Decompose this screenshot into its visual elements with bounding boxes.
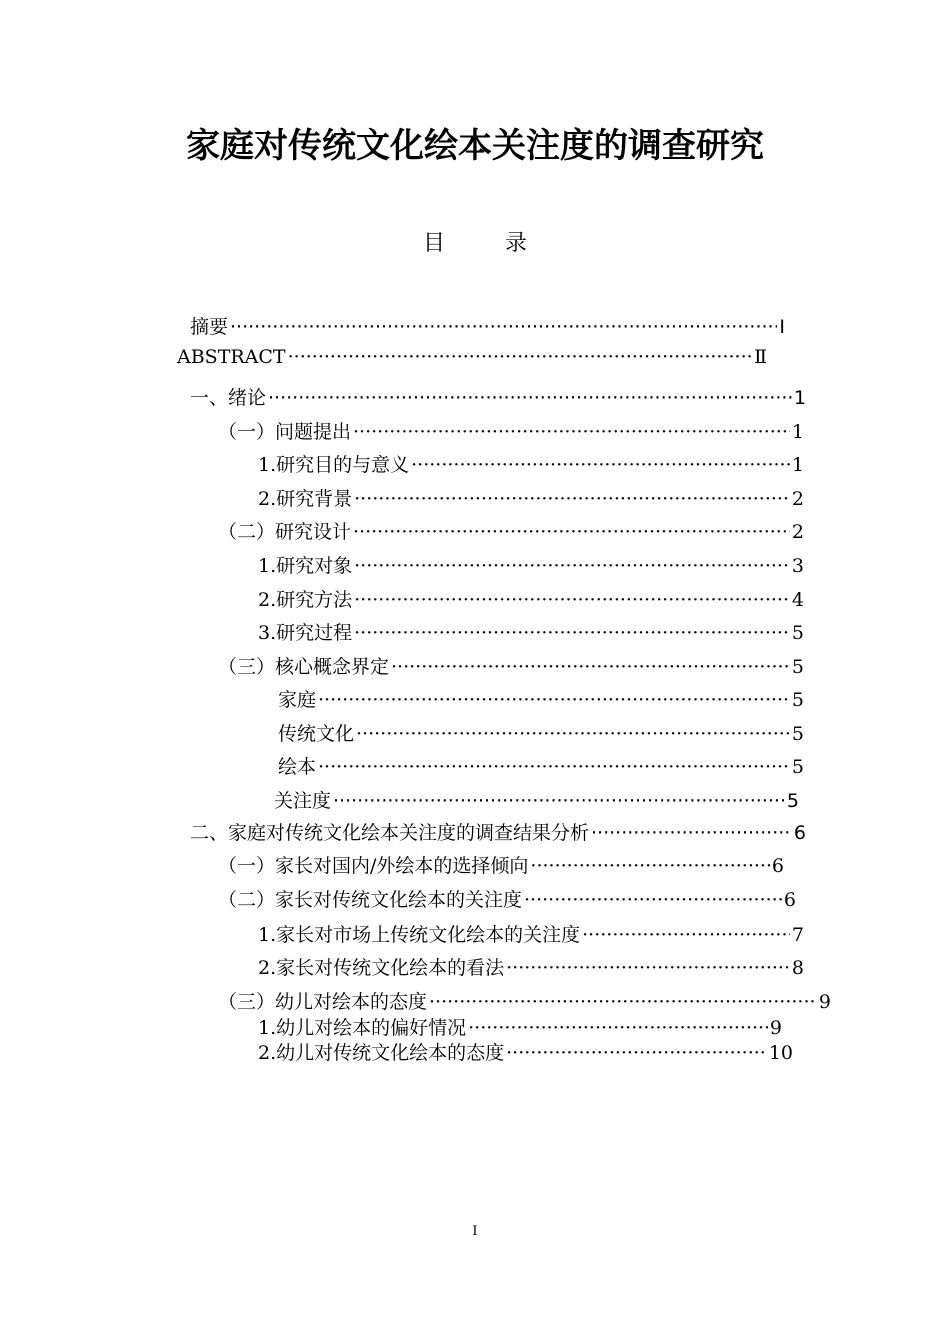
toc-entry[interactable] bbox=[218, 851, 784, 877]
toc-entry-page: 3 bbox=[791, 555, 804, 577]
toc-entry-label: ABSTRACT bbox=[177, 346, 286, 368]
toc-entry-label: 绘本 bbox=[278, 756, 317, 778]
toc-entry[interactable] bbox=[190, 383, 806, 409]
toc-entry-label: 1.幼儿对绘本的偏好情况 bbox=[258, 1017, 467, 1039]
toc-entry[interactable] bbox=[218, 987, 831, 1013]
toc-leader-dots bbox=[268, 387, 792, 409]
toc-entry-label: 2.研究方法 bbox=[258, 589, 353, 611]
toc-entry-page: 5 bbox=[791, 756, 804, 778]
toc-entry[interactable] bbox=[258, 551, 804, 577]
toc-entry-page: 8 bbox=[791, 957, 804, 979]
toc-entry-label: 2.幼儿对传统文化绘本的态度 bbox=[258, 1042, 505, 1064]
toc-leader-dots bbox=[356, 723, 790, 745]
toc-leader-dots bbox=[354, 555, 790, 577]
toc-entry-label: （三）幼儿对绘本的态度 bbox=[218, 991, 428, 1013]
toc-entry-label: 二、家庭对传统文化绘本关注度的调查结果分析 bbox=[190, 822, 590, 844]
toc-leader-dots bbox=[468, 1017, 768, 1039]
toc-entry[interactable] bbox=[190, 312, 785, 338]
toc-entry-label: （三）核心概念界定 bbox=[218, 656, 390, 678]
toc-heading-left: 目 bbox=[422, 231, 445, 256]
toc-entry[interactable] bbox=[258, 484, 804, 510]
toc-leader-dots bbox=[230, 316, 777, 338]
toc-entry-label: 家庭 bbox=[278, 689, 317, 711]
toc-entry-label: 摘要 bbox=[190, 316, 229, 338]
toc-leader-dots bbox=[318, 689, 790, 711]
toc-entry-page: 7 bbox=[791, 924, 804, 946]
toc-entry-label: 1.研究对象 bbox=[258, 555, 353, 577]
toc-leader-dots bbox=[354, 488, 790, 510]
toc-entry-label: （二）研究设计 bbox=[218, 521, 352, 543]
toc-leader-dots bbox=[354, 589, 790, 611]
toc-leader-dots bbox=[353, 521, 790, 543]
toc-entry-page: Ⅱ bbox=[754, 346, 767, 368]
toc-heading-right: 录 bbox=[505, 231, 528, 256]
toc-entry-label: 传统文化 bbox=[278, 723, 355, 745]
toc-entry-label: 2.研究背景 bbox=[258, 488, 353, 510]
toc-entry-label: 关注度 bbox=[274, 790, 332, 812]
toc-entry[interactable] bbox=[218, 417, 804, 443]
toc-entry-page: 5 bbox=[791, 656, 804, 678]
toc-entry-page: 9 bbox=[818, 991, 831, 1013]
toc-leader-dots bbox=[333, 790, 785, 812]
toc-entry-page: 5 bbox=[791, 622, 804, 644]
toc-entry-label: （一）问题提出 bbox=[218, 421, 352, 443]
toc-leader-dots bbox=[354, 622, 790, 644]
toc-entry[interactable] bbox=[258, 1038, 793, 1064]
toc-entry-label: （二）家长对传统文化绘本的关注度 bbox=[218, 889, 523, 911]
toc-entry-label: 1.家长对市场上传统文化绘本的关注度 bbox=[258, 924, 581, 946]
toc-entry-label: 1.研究目的与意义 bbox=[258, 454, 410, 476]
toc-entry-page: 9 bbox=[769, 1017, 782, 1039]
toc-entry-page: 5 bbox=[791, 723, 804, 745]
toc-entry-page: 4 bbox=[791, 589, 804, 611]
toc-leader-dots bbox=[429, 991, 817, 1013]
toc-entry-page: 10 bbox=[768, 1042, 793, 1064]
toc-entry-label: 3.研究过程 bbox=[258, 622, 353, 644]
toc-leader-dots bbox=[318, 756, 790, 778]
toc-entry-label: 2.家长对传统文化绘本的看法 bbox=[258, 957, 505, 979]
toc-entry[interactable] bbox=[278, 752, 804, 778]
toc-leader-dots bbox=[524, 889, 782, 911]
toc-entry[interactable] bbox=[218, 885, 796, 911]
toc-entry[interactable] bbox=[258, 920, 804, 946]
toc-leader-dots bbox=[506, 1042, 767, 1064]
toc-entry[interactable] bbox=[278, 719, 804, 745]
toc-entry-page: 6 bbox=[771, 855, 784, 877]
toc-entry-label: 一、绪论 bbox=[190, 387, 267, 409]
document-title: 家庭对传统文化绘本关注度的调查研究 bbox=[186, 126, 764, 166]
toc-leader-dots bbox=[288, 346, 752, 368]
toc-entry-page: 6 bbox=[793, 822, 806, 844]
page-number-footer: I bbox=[472, 1224, 478, 1239]
toc-entry[interactable] bbox=[274, 786, 799, 812]
toc-entry[interactable] bbox=[218, 517, 804, 543]
toc-entry-page: 2 bbox=[791, 488, 804, 510]
toc-leader-dots bbox=[353, 421, 790, 443]
toc-leader-dots bbox=[591, 822, 792, 844]
toc-entry-page: Ⅰ bbox=[779, 316, 785, 338]
toc-entry[interactable] bbox=[190, 818, 806, 844]
toc-entry-page: 5 bbox=[791, 689, 804, 711]
toc-heading bbox=[0, 226, 950, 257]
toc-entry[interactable] bbox=[177, 346, 767, 372]
toc-entry-page: 1 bbox=[793, 387, 806, 409]
toc-entry[interactable] bbox=[258, 450, 804, 476]
toc-entry[interactable] bbox=[258, 1013, 782, 1039]
toc-entry-page: 1 bbox=[791, 421, 804, 443]
toc-entry-page: 2 bbox=[791, 521, 804, 543]
toc-leader-dots bbox=[582, 924, 790, 946]
toc-leader-dots bbox=[391, 656, 790, 678]
toc-entry[interactable] bbox=[258, 585, 804, 611]
toc-leader-dots bbox=[530, 855, 770, 877]
toc-entry-page: 5 bbox=[786, 790, 799, 812]
toc-leader-dots bbox=[506, 957, 790, 979]
toc-entry-page: 6 bbox=[783, 889, 796, 911]
toc-entry-label: （一）家长对国内/外绘本的选择倾向 bbox=[218, 855, 529, 877]
toc-leader-dots bbox=[411, 454, 790, 476]
toc-entry-page: 1 bbox=[791, 454, 804, 476]
toc-entry[interactable] bbox=[258, 953, 804, 979]
toc-entry[interactable] bbox=[218, 652, 804, 678]
toc-entry[interactable] bbox=[258, 618, 804, 644]
toc-entry[interactable] bbox=[278, 685, 804, 711]
